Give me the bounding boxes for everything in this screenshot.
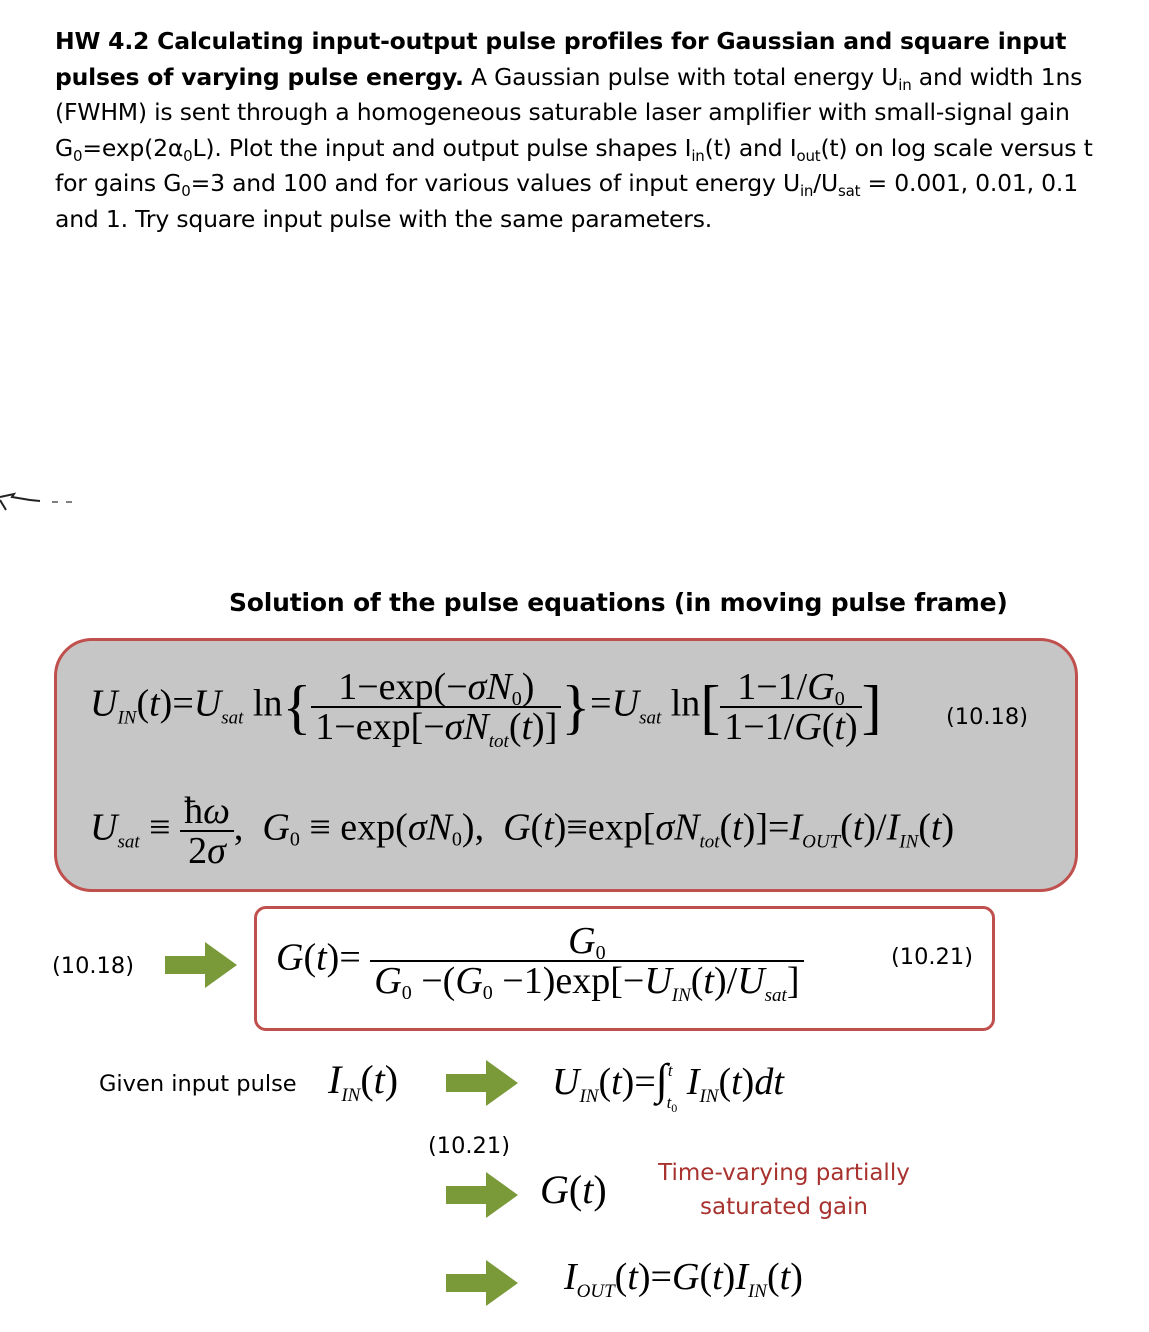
right-arrow-icon	[446, 1260, 518, 1306]
output-pulse-equation: $I_{OUT}(t)=G(t)I_{IN}(t)$	[564, 1256, 803, 1302]
equation-definitions: $U_{sat}$ ≡ $\frac{ħ\omega}{2\sigma}$ , G0 ≡ exp(σN0), $G(t)\equiv\exp[\sigma N_{tot}(t)]=I_{OUT}(t)/I_{IN}(t)$	[90, 790, 955, 872]
energy-integral-equation: $U_{IN}(t)=\int^t_{t0}$ $I_{IN}(t)dt$	[552, 1055, 784, 1115]
gain-symbol: G(t)	[540, 1167, 607, 1212]
given-input-label	[99, 1071, 297, 1097]
from-equation-label: (10.18)	[52, 953, 134, 979]
gain-note: Time-varying partially saturated gain	[658, 1160, 910, 1220]
right-arrow-icon	[165, 942, 237, 988]
equation-number-10-18: (10.18)	[946, 704, 1028, 730]
equation-10-18: $U_{IN}(t)=U_{sat}$ ln{ $\frac{1-\exp(-\sigma N0)}{1-\exp[-\sigma N_{tot}(t)]}$ }$=U_{sat}$ ln[ $\frac{1-1/G0}{1-1/G(t)}$ ]	[90, 666, 882, 752]
equation-number-10-21: (10.21)	[891, 944, 973, 970]
equation-10-21: G(t)= $\frac{G0}{G0 -(G0 -1)\exp[-U_{IN}(t)/U_{sat}]}$	[276, 922, 804, 1000]
homework-text: HW 4.2 Calculating input-output pulse profiles for Gaussian and square input pulses of varying pulse energy. A Gaussian pulse with total energy $U_{in}$ and width 1ns (FWHM) is sent through a homogeneous saturable laser amplifier with small-signal gain $G_0=\exp(2\alpha_0L)$. Plot the input and output pulse shapes $I_{in}(t)$ and $I_{out}(t)$ on log scale versus t for gains $G_0=3$ and 100 and for various values of input energy $U_{in}/U_{sat} = 0.001$, 0.01, 0.1 and 1. Try square input pulse with the same parameters.	[55, 27, 1093, 233]
given-input-text: Given input pulse	[99, 1071, 297, 1097]
right-arrow-icon	[446, 1172, 518, 1218]
step-equation-label: (10.21)	[428, 1133, 510, 1159]
edge-mark	[0, 488, 80, 518]
right-arrow-icon	[446, 1060, 518, 1106]
solution-title: Solution of the pulse equations (in moving pulse frame)	[229, 588, 1008, 617]
homework-title: HW 4.2 Calculating input-output pulse profiles for Gaussian and square input pulses of varying pulse energy.	[55, 27, 1067, 91]
input-pulse-symbol: $I_{IN}(t)$	[328, 1057, 399, 1106]
